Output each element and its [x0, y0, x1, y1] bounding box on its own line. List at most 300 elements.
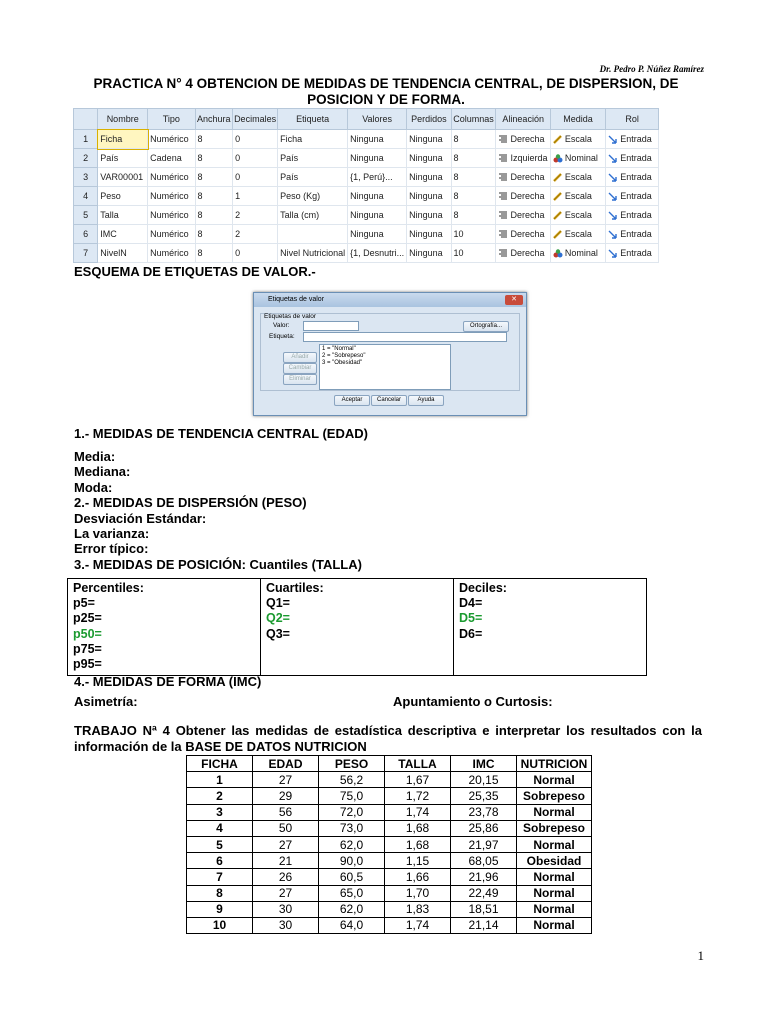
spss-cell[interactable]	[550, 149, 605, 168]
cambiar-button[interactable]: Cambiar	[283, 363, 317, 374]
spss-cell-text: 8	[453, 153, 459, 163]
spss-cell[interactable]	[407, 130, 451, 149]
asimetria-label: Asimetría:	[74, 694, 138, 709]
table-cell: Normal	[517, 917, 592, 933]
etiqueta-input[interactable]	[303, 332, 507, 342]
spss-cell[interactable]	[496, 149, 550, 168]
table-cell: Normal	[517, 772, 592, 788]
list-item[interactable]: 1 = "Normal"	[322, 346, 356, 352]
table-cell: 25,35	[451, 788, 517, 804]
spss-row	[74, 149, 659, 168]
spss-cell[interactable]	[148, 244, 195, 263]
spss-col-header[interactable]: Decimales	[233, 109, 278, 130]
spss-cell[interactable]	[407, 244, 451, 263]
sec2-heading: 2.- MEDIDAS DE DISPERSIÓN (PESO)	[74, 495, 307, 511]
spss-cell-text: 0	[235, 248, 241, 258]
spss-cell[interactable]	[407, 149, 451, 168]
spss-cell[interactable]	[496, 244, 550, 263]
cancelar-button[interactable]: Cancelar	[371, 395, 407, 406]
page-title: PRACTICA N° 4 OBTENCION DE MEDIDAS DE TENDENCIA CENTRAL, DE DISPERSION, DE POSICION Y DE FORMA.	[93, 76, 679, 107]
scale-ruler-icon	[553, 230, 563, 239]
valor-label: Valor:	[273, 322, 290, 329]
table-cell: 72,0	[319, 804, 385, 820]
input-arrow-icon	[608, 154, 618, 163]
spss-cell[interactable]	[74, 149, 98, 168]
spss-cell[interactable]	[407, 187, 451, 206]
table-row	[187, 772, 592, 788]
spss-cell[interactable]	[233, 168, 278, 187]
table-cell: 1,70	[385, 885, 451, 901]
align-icon	[498, 230, 508, 239]
table-cell: 4	[187, 820, 253, 836]
d6-label: D6=	[459, 626, 483, 641]
spss-cell-text: Derecha	[510, 190, 545, 201]
spss-col-header[interactable]: Rol	[606, 109, 659, 130]
spss-cell[interactable]	[550, 168, 605, 187]
author-name: Dr. Pedro P. Núñez Ramírez	[599, 64, 704, 74]
spss-cell-text: Ninguna	[409, 248, 443, 258]
spss-cell-text: 8	[197, 210, 203, 220]
spss-cell[interactable]	[195, 206, 233, 225]
spss-cell-text: Derecha	[510, 209, 545, 220]
spss-cell[interactable]	[148, 130, 195, 149]
divider	[260, 579, 261, 675]
table-cell: 1	[187, 772, 253, 788]
table-cell: 30	[253, 901, 319, 917]
spss-cell[interactable]	[233, 225, 278, 244]
varianza-label: La varianza:	[74, 526, 150, 542]
spss-col-header[interactable]: Etiqueta	[278, 109, 348, 130]
table-cell: 26	[253, 869, 319, 885]
table-cell: 27	[253, 836, 319, 852]
spss-cell[interactable]	[451, 168, 496, 187]
aceptar-button[interactable]: Aceptar	[334, 395, 370, 406]
media-label: Media:	[74, 449, 116, 464]
sec1-items	[74, 449, 362, 572]
spss-cell-text: Derecha	[510, 228, 545, 239]
position-box	[67, 578, 647, 676]
table-row	[187, 804, 592, 820]
spss-cell[interactable]	[195, 244, 233, 263]
table-cell: 1,66	[385, 869, 451, 885]
spss-cell-text: Numérico	[150, 229, 189, 239]
spss-cell-text: Entrada	[620, 209, 652, 220]
spss-cell[interactable]	[606, 130, 659, 149]
spss-cell-text: Izquierda	[510, 152, 548, 163]
spss-cell[interactable]	[348, 130, 407, 149]
spss-cell[interactable]	[550, 130, 605, 149]
spss-col-header[interactable]: Medida	[550, 109, 605, 130]
spss-cell-text: Escala	[564, 209, 592, 220]
spss-col-header[interactable]: Valores	[348, 109, 407, 130]
nutricion-col-header: IMC	[451, 756, 517, 772]
spss-cell[interactable]	[407, 206, 451, 225]
spss-cell[interactable]	[451, 187, 496, 206]
spss-cell[interactable]	[74, 130, 98, 149]
spss-cell-text: 10	[453, 248, 464, 258]
spss-cell-text: Numérico	[150, 172, 189, 182]
spss-cell-text: 8	[197, 153, 203, 163]
spss-cell[interactable]	[233, 244, 278, 263]
p25-label: p25=	[73, 611, 102, 626]
table-cell: 68,05	[451, 853, 517, 869]
spss-row	[74, 206, 659, 225]
table-cell: 30	[253, 917, 319, 933]
spss-cell[interactable]	[98, 206, 148, 225]
spss-cell[interactable]	[148, 168, 195, 187]
spss-cell-text: Derecha	[510, 247, 545, 258]
table-cell: 56	[253, 804, 319, 820]
spss-cell-text: 10	[453, 229, 464, 239]
spss-cell[interactable]	[451, 206, 496, 225]
table-cell: Normal	[517, 804, 592, 820]
spss-cell-text: Entrada	[620, 190, 652, 201]
spss-row	[74, 130, 659, 149]
cuartiles-col	[266, 581, 324, 642]
table-cell: Normal	[517, 885, 592, 901]
spss-cell[interactable]	[195, 130, 233, 149]
table-cell: 62,0	[319, 901, 385, 917]
table-cell: Normal	[517, 901, 592, 917]
nutricion-col-header: EDAD	[253, 756, 319, 772]
spss-cell-text: 8	[197, 248, 203, 258]
spss-cell[interactable]	[348, 149, 407, 168]
spss-cell-text: Ninguna	[409, 172, 443, 182]
spss-cell-text: {1, Desnutri...	[350, 248, 405, 258]
spss-cell[interactable]	[148, 149, 195, 168]
spss-cell[interactable]	[233, 130, 278, 149]
table-cell: 3	[187, 804, 253, 820]
table-cell: 18,51	[451, 901, 517, 917]
table-cell: 1,67	[385, 772, 451, 788]
spss-col-header[interactable]: Anchura	[195, 109, 233, 130]
spss-cell[interactable]	[233, 206, 278, 225]
spss-col-header[interactable]: Nombre	[98, 109, 148, 130]
spss-cell[interactable]	[606, 244, 659, 263]
spss-cell[interactable]	[496, 130, 550, 149]
spss-cell[interactable]	[195, 187, 233, 206]
spss-cell[interactable]	[74, 187, 98, 206]
ayuda-button[interactable]: Ayuda	[408, 395, 444, 406]
nutricion-table	[186, 755, 592, 934]
spss-cell-text: 8	[197, 191, 203, 201]
spss-cell-text: Escala	[564, 133, 592, 144]
dialog-title: Etiquetas de valor	[268, 296, 325, 303]
spss-cell-text: Peso (Kg)	[280, 191, 321, 201]
spss-cell-text: 7	[83, 248, 89, 258]
desviacion-label: Desviación Estándar:	[74, 510, 207, 526]
spss-cell-text: 8	[453, 191, 459, 201]
spss-cell-text: 1	[83, 134, 89, 144]
spss-cell[interactable]	[98, 225, 148, 244]
spss-cell[interactable]	[348, 187, 407, 206]
table-cell: 23,78	[451, 804, 517, 820]
spss-row	[74, 187, 659, 206]
spss-col-header[interactable]: Tipo	[148, 109, 195, 130]
spss-cell-text: Escala	[564, 190, 592, 201]
spss-cell-text: 4	[83, 191, 89, 201]
table-cell: 8	[187, 885, 253, 901]
spss-cell-text: 8	[453, 134, 459, 144]
spss-cell[interactable]	[451, 149, 496, 168]
p5-label: p5=	[73, 596, 95, 611]
table-cell: Obesidad	[517, 853, 592, 869]
spss-cell[interactable]	[278, 206, 348, 225]
eliminar-button[interactable]: Eliminar	[283, 374, 317, 385]
table-cell: 1,15	[385, 853, 451, 869]
spss-cell[interactable]	[550, 187, 605, 206]
spss-variable-view	[73, 108, 659, 263]
spss-cell-text: Ninguna	[350, 210, 384, 220]
input-arrow-icon	[608, 192, 618, 201]
table-row	[187, 885, 592, 901]
spss-cell[interactable]	[74, 225, 98, 244]
align-icon	[498, 173, 508, 182]
close-icon[interactable]: ✕	[505, 295, 523, 305]
table-cell: 56,2	[319, 772, 385, 788]
deciles-col	[459, 581, 507, 642]
spss-cell-text: 8	[197, 229, 203, 239]
spss-cell-text: IMC	[100, 229, 117, 239]
spss-cell-text: NivelN	[100, 248, 127, 258]
spss-cell-text: Cadena	[150, 153, 182, 163]
moda-label: Moda:	[74, 479, 113, 495]
spss-cell-text: Derecha	[510, 133, 545, 144]
input-arrow-icon	[608, 249, 618, 258]
spss-cell[interactable]	[606, 225, 659, 244]
spss-cell-text: {1, Perú}...	[350, 172, 393, 182]
spss-col-header[interactable]: Columnas	[451, 109, 496, 130]
spss-cell[interactable]	[451, 130, 496, 149]
error-tipico-label: Error típico:	[74, 541, 149, 557]
anadir-button[interactable]: Añadir	[283, 352, 317, 363]
table-cell: 90,0	[319, 853, 385, 869]
spss-cell-text: País	[100, 153, 119, 163]
p95-label: p95=	[73, 657, 102, 672]
spss-cell[interactable]	[606, 187, 659, 206]
spss-cell-text: 8	[197, 172, 203, 182]
table-cell: 1,68	[385, 836, 451, 852]
spss-cell[interactable]	[348, 225, 407, 244]
spss-cell-text: Nominal	[564, 152, 598, 163]
sec3-heading: 3.- MEDIDAS DE POSICIÓN: Cuantiles (TALLA)	[74, 556, 362, 572]
spss-cell[interactable]	[195, 168, 233, 187]
spss-cell[interactable]	[496, 168, 550, 187]
spss-cell[interactable]	[98, 187, 148, 206]
spss-cell-text: Ninguna	[350, 153, 384, 163]
spss-cell[interactable]	[233, 187, 278, 206]
spss-cell[interactable]	[233, 149, 278, 168]
percentiles-col	[73, 581, 144, 672]
spss-cell[interactable]	[195, 149, 233, 168]
spss-cell-text: VAR00001	[100, 172, 144, 182]
spss-cell[interactable]	[550, 206, 605, 225]
table-cell: 62,0	[319, 836, 385, 852]
valor-input[interactable]	[303, 321, 359, 331]
scale-ruler-icon	[553, 192, 563, 201]
spss-col-header[interactable]: Alineación	[496, 109, 550, 130]
p50-label: p50=	[73, 626, 102, 641]
dialog-group	[260, 313, 520, 391]
labels-listbox[interactable]	[319, 344, 451, 390]
spss-cell[interactable]	[348, 168, 407, 187]
spss-cell-text: 8	[453, 210, 459, 220]
spss-cell[interactable]	[496, 225, 550, 244]
spss-cell-text: 0	[235, 134, 241, 144]
spss-cell-text: Ninguna	[409, 134, 443, 144]
spss-cell[interactable]	[278, 187, 348, 206]
list-item[interactable]: 3 = "Obesidad"	[322, 360, 363, 366]
table-cell: 73,0	[319, 820, 385, 836]
esquema-heading: ESQUEMA DE ETIQUETAS DE VALOR.-	[74, 264, 316, 279]
spss-cell-text: Ninguna	[409, 210, 443, 220]
spss-cell[interactable]	[98, 149, 148, 168]
table-cell: 60,5	[319, 869, 385, 885]
spss-cell-text: 0	[235, 153, 241, 163]
spss-cell[interactable]	[496, 206, 550, 225]
spss-cell-text: Nivel Nutricional	[280, 248, 346, 258]
spss-cell[interactable]	[278, 130, 348, 149]
spss-cell-text: 2	[235, 229, 241, 239]
mediana-label: Mediana:	[74, 464, 131, 480]
q3-label: Q3=	[266, 626, 290, 641]
spss-cell-text: 5	[83, 210, 89, 220]
table-cell: 2	[187, 788, 253, 804]
spss-row	[74, 225, 659, 244]
spss-cell[interactable]	[278, 244, 348, 263]
input-arrow-icon	[608, 211, 618, 220]
spss-cell-text: Talla (cm)	[280, 210, 320, 220]
spss-cell-text: 2	[235, 210, 241, 220]
spss-cell-text: Entrada	[620, 228, 652, 239]
d5-label: D5=	[459, 611, 483, 626]
spss-cell-text: Nominal	[564, 247, 598, 258]
table-cell: 64,0	[319, 917, 385, 933]
spss-cell-text: Numérico	[150, 191, 189, 201]
spss-cell-text: 0	[235, 172, 241, 182]
value-labels-dialog	[253, 292, 527, 416]
table-row	[187, 820, 592, 836]
spss-cell-text: 8	[197, 134, 203, 144]
table-cell: 50	[253, 820, 319, 836]
spss-row	[74, 244, 659, 263]
spss-cell[interactable]	[451, 244, 496, 263]
spss-cell-text: 1	[235, 191, 241, 201]
p75-label: p75=	[73, 641, 102, 656]
spss-header-row	[74, 109, 659, 130]
spss-cell[interactable]	[74, 206, 98, 225]
nutricion-col-header: NUTRICION	[517, 756, 592, 772]
spss-cell[interactable]	[195, 225, 233, 244]
list-item[interactable]: 2 = "Sobrepeso"	[322, 353, 366, 359]
table-cell: 5	[187, 836, 253, 852]
table-cell: 10	[187, 917, 253, 933]
table-cell: 21	[253, 853, 319, 869]
cuartiles-label: Cuartiles:	[266, 581, 324, 595]
table-cell: 21,14	[451, 917, 517, 933]
spss-cell[interactable]	[278, 149, 348, 168]
table-cell: Sobrepeso	[517, 788, 592, 804]
spss-cell-text: País	[280, 153, 299, 163]
table-cell: 1,72	[385, 788, 451, 804]
align-icon	[498, 135, 508, 144]
nominal-icon	[553, 249, 563, 258]
spss-col-header[interactable]	[74, 109, 98, 130]
spss-cell[interactable]	[606, 149, 659, 168]
scale-ruler-icon	[553, 211, 563, 220]
spss-cell-text: Entrada	[620, 133, 652, 144]
spss-cell[interactable]	[278, 168, 348, 187]
spss-cell[interactable]	[74, 244, 98, 263]
align-icon	[498, 192, 508, 201]
table-cell: 29	[253, 788, 319, 804]
divider	[453, 579, 454, 675]
spss-col-header[interactable]: Perdidos	[407, 109, 451, 130]
spss-cell-text: Ninguna	[409, 229, 443, 239]
table-cell: 9	[187, 901, 253, 917]
spss-cell[interactable]	[98, 130, 148, 149]
spss-row	[74, 168, 659, 187]
spss-cell[interactable]	[148, 187, 195, 206]
spss-cell[interactable]	[407, 225, 451, 244]
spss-cell[interactable]	[98, 168, 148, 187]
spss-cell[interactable]	[348, 206, 407, 225]
spss-cell-text: Derecha	[510, 171, 545, 182]
spss-cell[interactable]	[606, 206, 659, 225]
spss-cell-text: Ninguna	[409, 191, 443, 201]
spss-cell[interactable]	[407, 168, 451, 187]
spss-cell-text: 6	[83, 229, 89, 239]
nutricion-col-header: TALLA	[385, 756, 451, 772]
spss-cell[interactable]	[496, 187, 550, 206]
spss-cell[interactable]	[550, 225, 605, 244]
spss-cell[interactable]	[148, 206, 195, 225]
table-row	[187, 836, 592, 852]
spss-cell-text: Peso	[100, 191, 121, 201]
input-arrow-icon	[608, 135, 618, 144]
spss-cell[interactable]	[606, 168, 659, 187]
table-cell: 1,83	[385, 901, 451, 917]
spss-cell-text: Escala	[564, 171, 592, 182]
table-cell: 75,0	[319, 788, 385, 804]
spss-cell[interactable]	[550, 244, 605, 263]
etiqueta-label: Etiqueta:	[269, 333, 295, 340]
spss-cell[interactable]	[278, 225, 348, 244]
spss-cell[interactable]	[348, 244, 407, 263]
table-cell: Normal	[517, 869, 592, 885]
spss-cell-text: Ninguna	[350, 191, 384, 201]
ortografia-button[interactable]: Ortografía...	[463, 321, 509, 332]
spss-cell-text: Talla	[100, 210, 119, 220]
nutricion-header-row	[187, 756, 592, 772]
align-icon	[498, 154, 508, 163]
q1-label: Q1=	[266, 596, 290, 611]
nutricion-col-header: PESO	[319, 756, 385, 772]
spss-cell[interactable]	[98, 244, 148, 263]
input-arrow-icon	[608, 173, 618, 182]
spss-cell[interactable]	[74, 168, 98, 187]
spss-cell[interactable]	[148, 225, 195, 244]
table-cell: 21,97	[451, 836, 517, 852]
sec4-heading: 4.- MEDIDAS DE FORMA (IMC)	[74, 674, 262, 689]
nutricion-col-header: FICHA	[187, 756, 253, 772]
spss-cell-text: Escala	[564, 228, 592, 239]
group-label: Etiquetas de valor	[264, 313, 317, 320]
spss-cell-text: Ficha	[280, 134, 303, 144]
table-cell: 25,86	[451, 820, 517, 836]
spss-cell[interactable]	[451, 225, 496, 244]
scale-ruler-icon	[553, 135, 563, 144]
